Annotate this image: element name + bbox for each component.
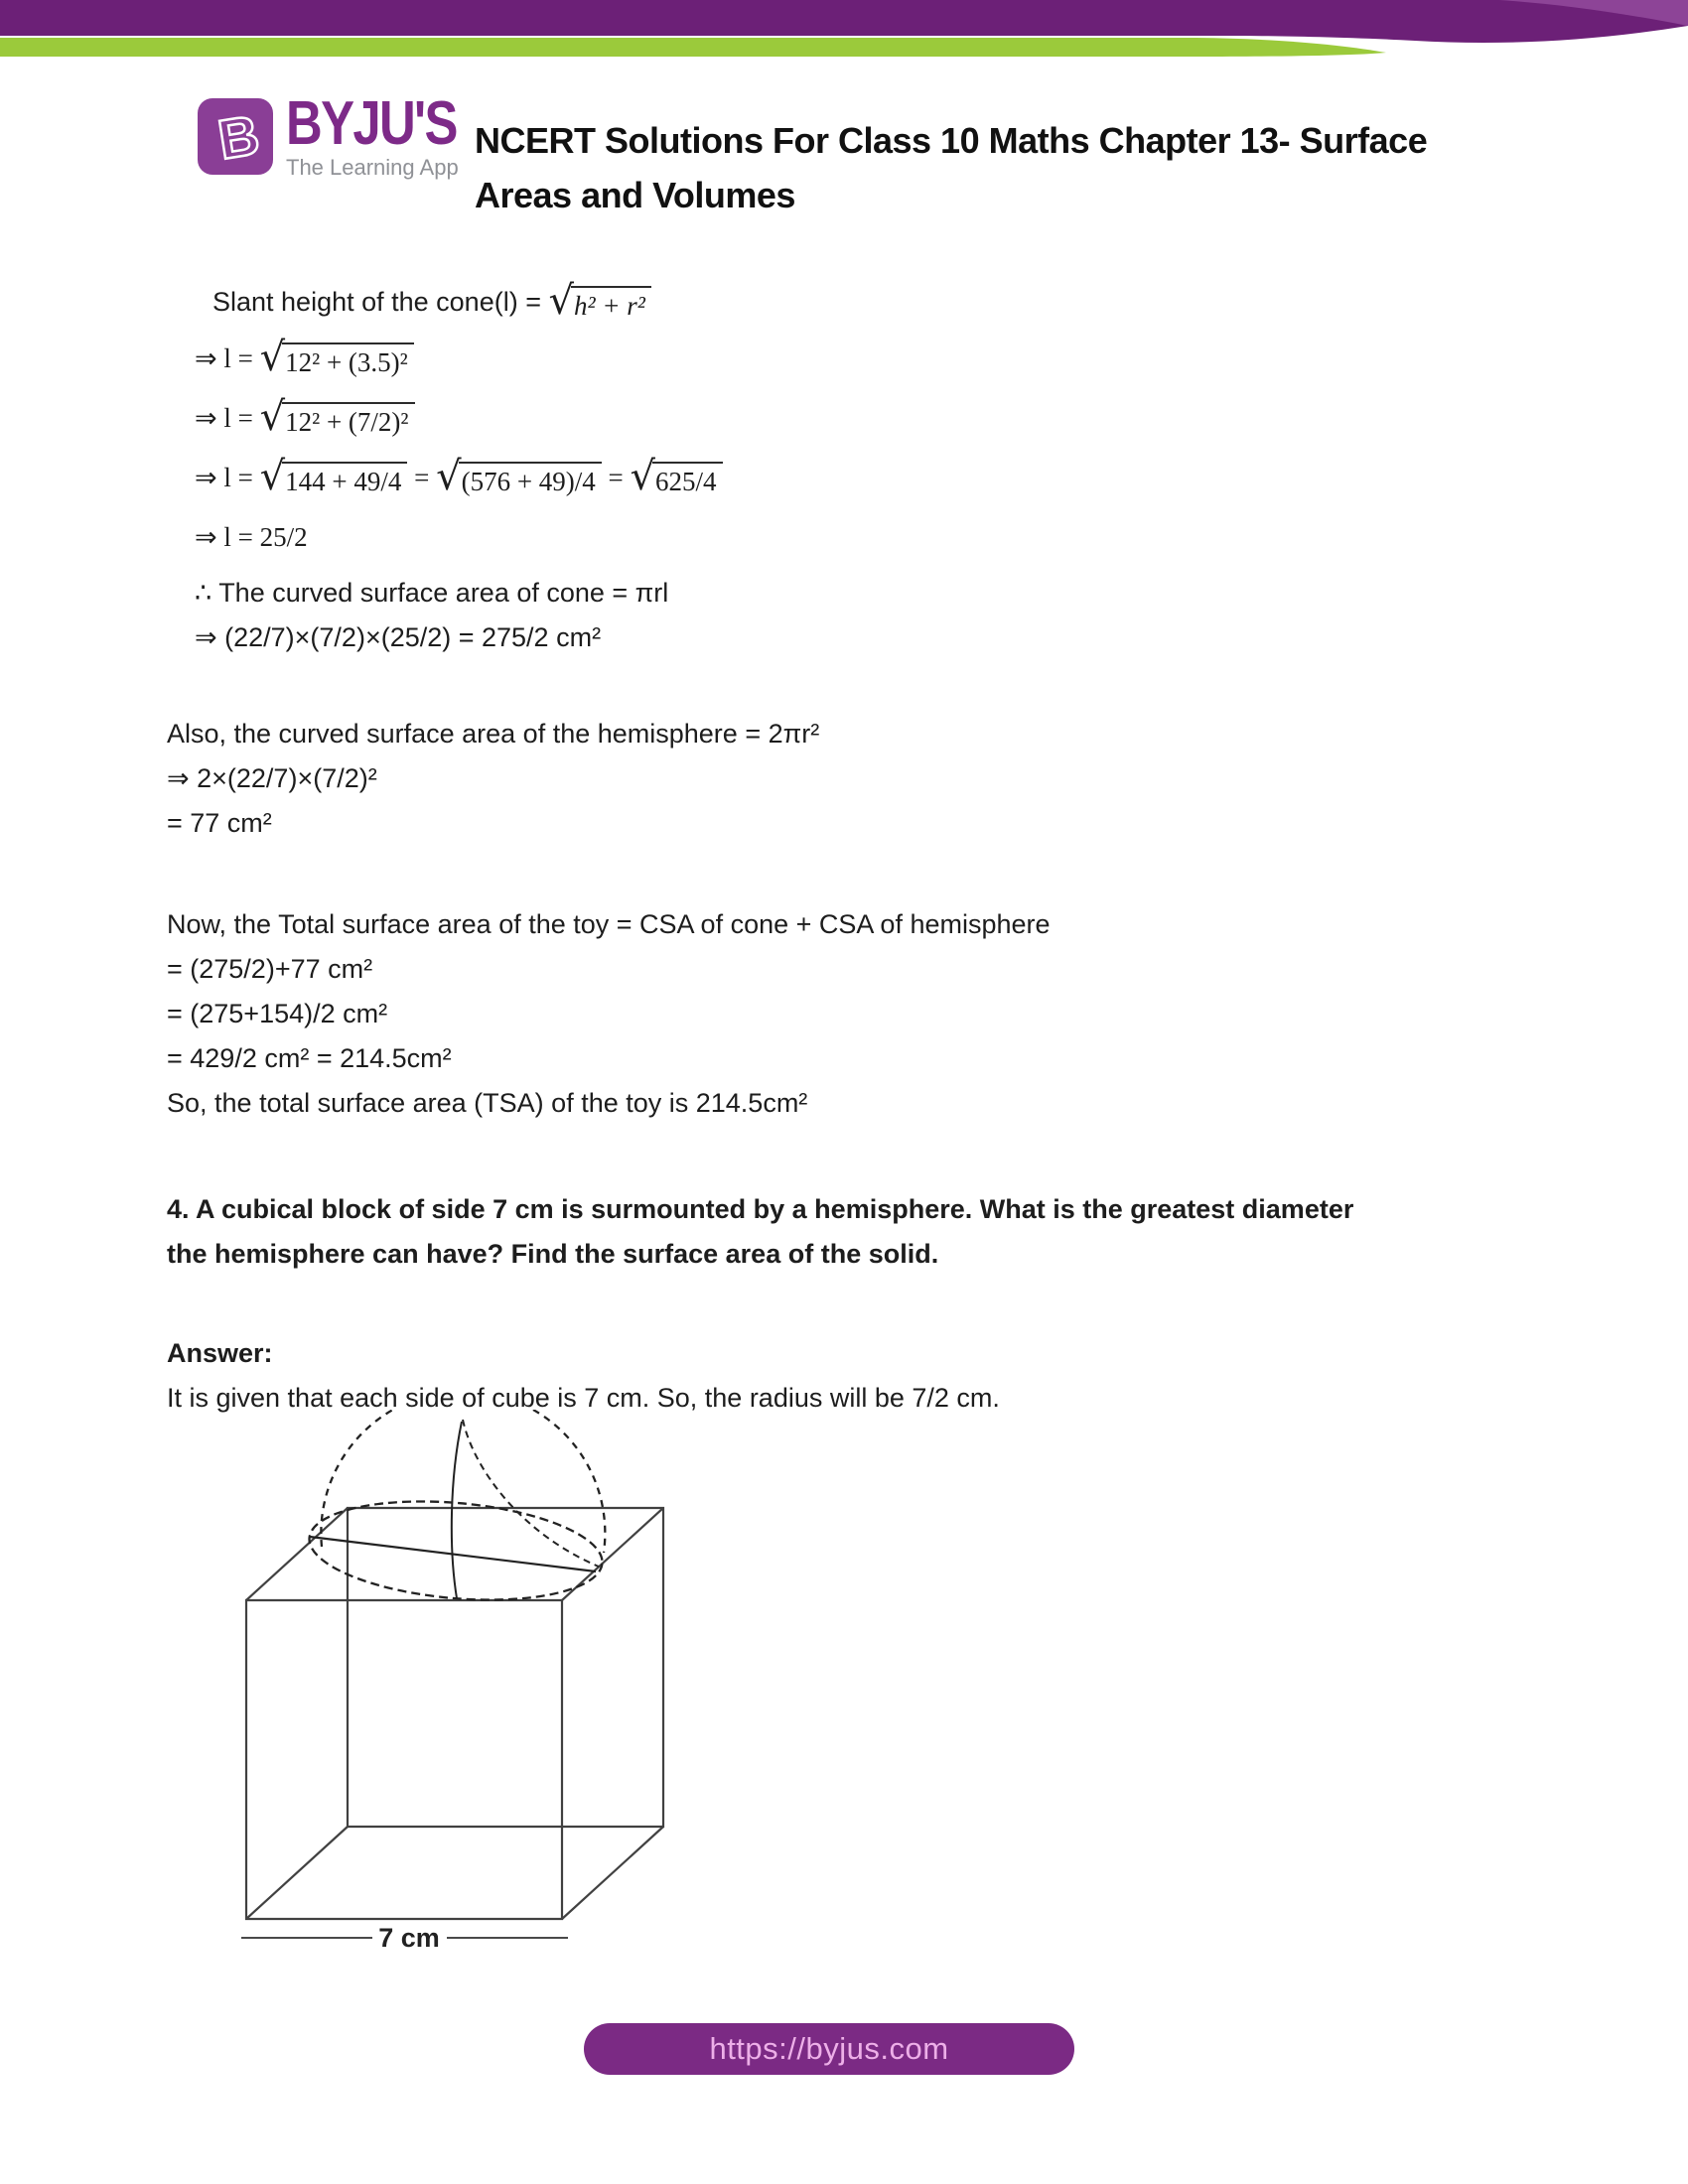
solution-content	[167, 278, 1527, 1421]
radical-sign: √	[259, 454, 286, 499]
equation-step4	[167, 516, 1527, 571]
radicand: h² + r²	[571, 286, 651, 322]
hemisphere-meridian-front	[452, 1422, 462, 1598]
question4-line1: 4. A cubical block of side 7 cm is surmounted by a hemisphere. What is the greatest diameter	[167, 1194, 1354, 1224]
hemisphere-line3: = 77 cm²	[167, 808, 272, 838]
csa-cone-value-line: ⇒ (22/7)×(7/2)×(25/2) = 275/2 cm²	[195, 622, 602, 652]
radical-sign: √	[630, 454, 656, 499]
hemisphere-dome-arc	[321, 1410, 605, 1553]
radical	[259, 454, 408, 499]
answer-label: Answer:	[167, 1338, 273, 1368]
hemisphere	[305, 1410, 606, 1611]
equation-step1	[167, 335, 1527, 397]
radical-sign: √	[436, 454, 462, 499]
byjus-wordmark	[286, 89, 493, 181]
spacer	[167, 846, 1527, 902]
byjus-logo-badge-icon	[197, 95, 274, 177]
spacer	[167, 660, 1527, 712]
byjus-logo	[197, 89, 493, 181]
equation-text: ⇒ l =	[195, 343, 260, 373]
radical	[436, 454, 602, 499]
hemisphere-meridian-side	[463, 1420, 599, 1567]
dimension-label: 7 cm	[378, 1923, 440, 1953]
csa-cone-line: ∴ The curved surface area of cone = πrl	[195, 578, 669, 608]
equation-step3	[167, 454, 1527, 516]
total-line2: = (275/2)+77 cm²	[167, 954, 373, 984]
footer-url-pill[interactable]	[584, 2023, 1074, 2075]
spacer	[167, 1277, 1527, 1331]
radical	[259, 394, 415, 440]
total-line1: Now, the Total surface area of the toy = CSA of cone + CSA of hemisphere	[167, 909, 1051, 939]
header-purple-band	[0, 0, 1688, 43]
equation-step2	[167, 394, 1527, 457]
radical-sign: √	[548, 278, 574, 324]
hemisphere-line2: ⇒ 2×(22/7)×(7/2)²	[167, 763, 377, 793]
brand-name: BYJU'S	[286, 89, 457, 158]
cube-hemisphere-figure	[223, 1410, 695, 1961]
radicand: 625/4	[652, 462, 723, 497]
equation-text: ⇒ l = 25/2	[195, 522, 308, 552]
total-line5: So, the total surface area (TSA) of the toy is 214.5cm²	[167, 1088, 808, 1118]
total-line3: = (275+154)/2 cm²	[167, 999, 388, 1028]
radical-sign: √	[259, 335, 286, 380]
equation-slant-height	[167, 278, 1527, 338]
radical	[630, 454, 723, 499]
page-title-line1: NCERT Solutions For Class 10 Maths Chapter 13- Surface	[475, 120, 1428, 161]
header-green-band	[0, 38, 1386, 57]
footer-url[interactable]: https://byjus.com	[709, 2031, 949, 2066]
equation-text: ⇒ l =	[195, 403, 260, 433]
radicand: 12² + (7/2)²	[282, 402, 414, 438]
svg-text:B: B	[213, 102, 264, 172]
radical	[548, 278, 650, 324]
radicand: 144 + 49/4	[282, 462, 407, 497]
hemisphere-line1: Also, the curved surface area of the hemisphere = 2πr²	[167, 719, 820, 749]
equation-text: ⇒ l =	[195, 463, 260, 492]
total-line4: = 429/2 cm² = 214.5cm²	[167, 1043, 452, 1073]
equals-sign: =	[601, 463, 631, 492]
equals-sign: =	[407, 463, 437, 492]
page-title-line2: Areas and Volumes	[475, 175, 795, 215]
page-title	[467, 91, 1626, 228]
radical	[259, 335, 414, 380]
spacer	[167, 1126, 1527, 1187]
radicand: (576 + 49)/4	[459, 462, 602, 497]
header-swoosh	[0, 0, 1688, 79]
question4-line2: the hemisphere can have? Find the surface area of the solid.	[167, 1239, 939, 1269]
radical-sign: √	[259, 394, 286, 440]
answer-intro: It is given that each side of cube is 7 cm. So, the radius will be 7/2 cm.	[167, 1383, 1000, 1413]
radicand: 12² + (3.5)²	[282, 342, 414, 378]
brand-tagline: The Learning App	[286, 155, 459, 180]
equation-text: Slant height of the cone(l) =	[212, 287, 549, 317]
